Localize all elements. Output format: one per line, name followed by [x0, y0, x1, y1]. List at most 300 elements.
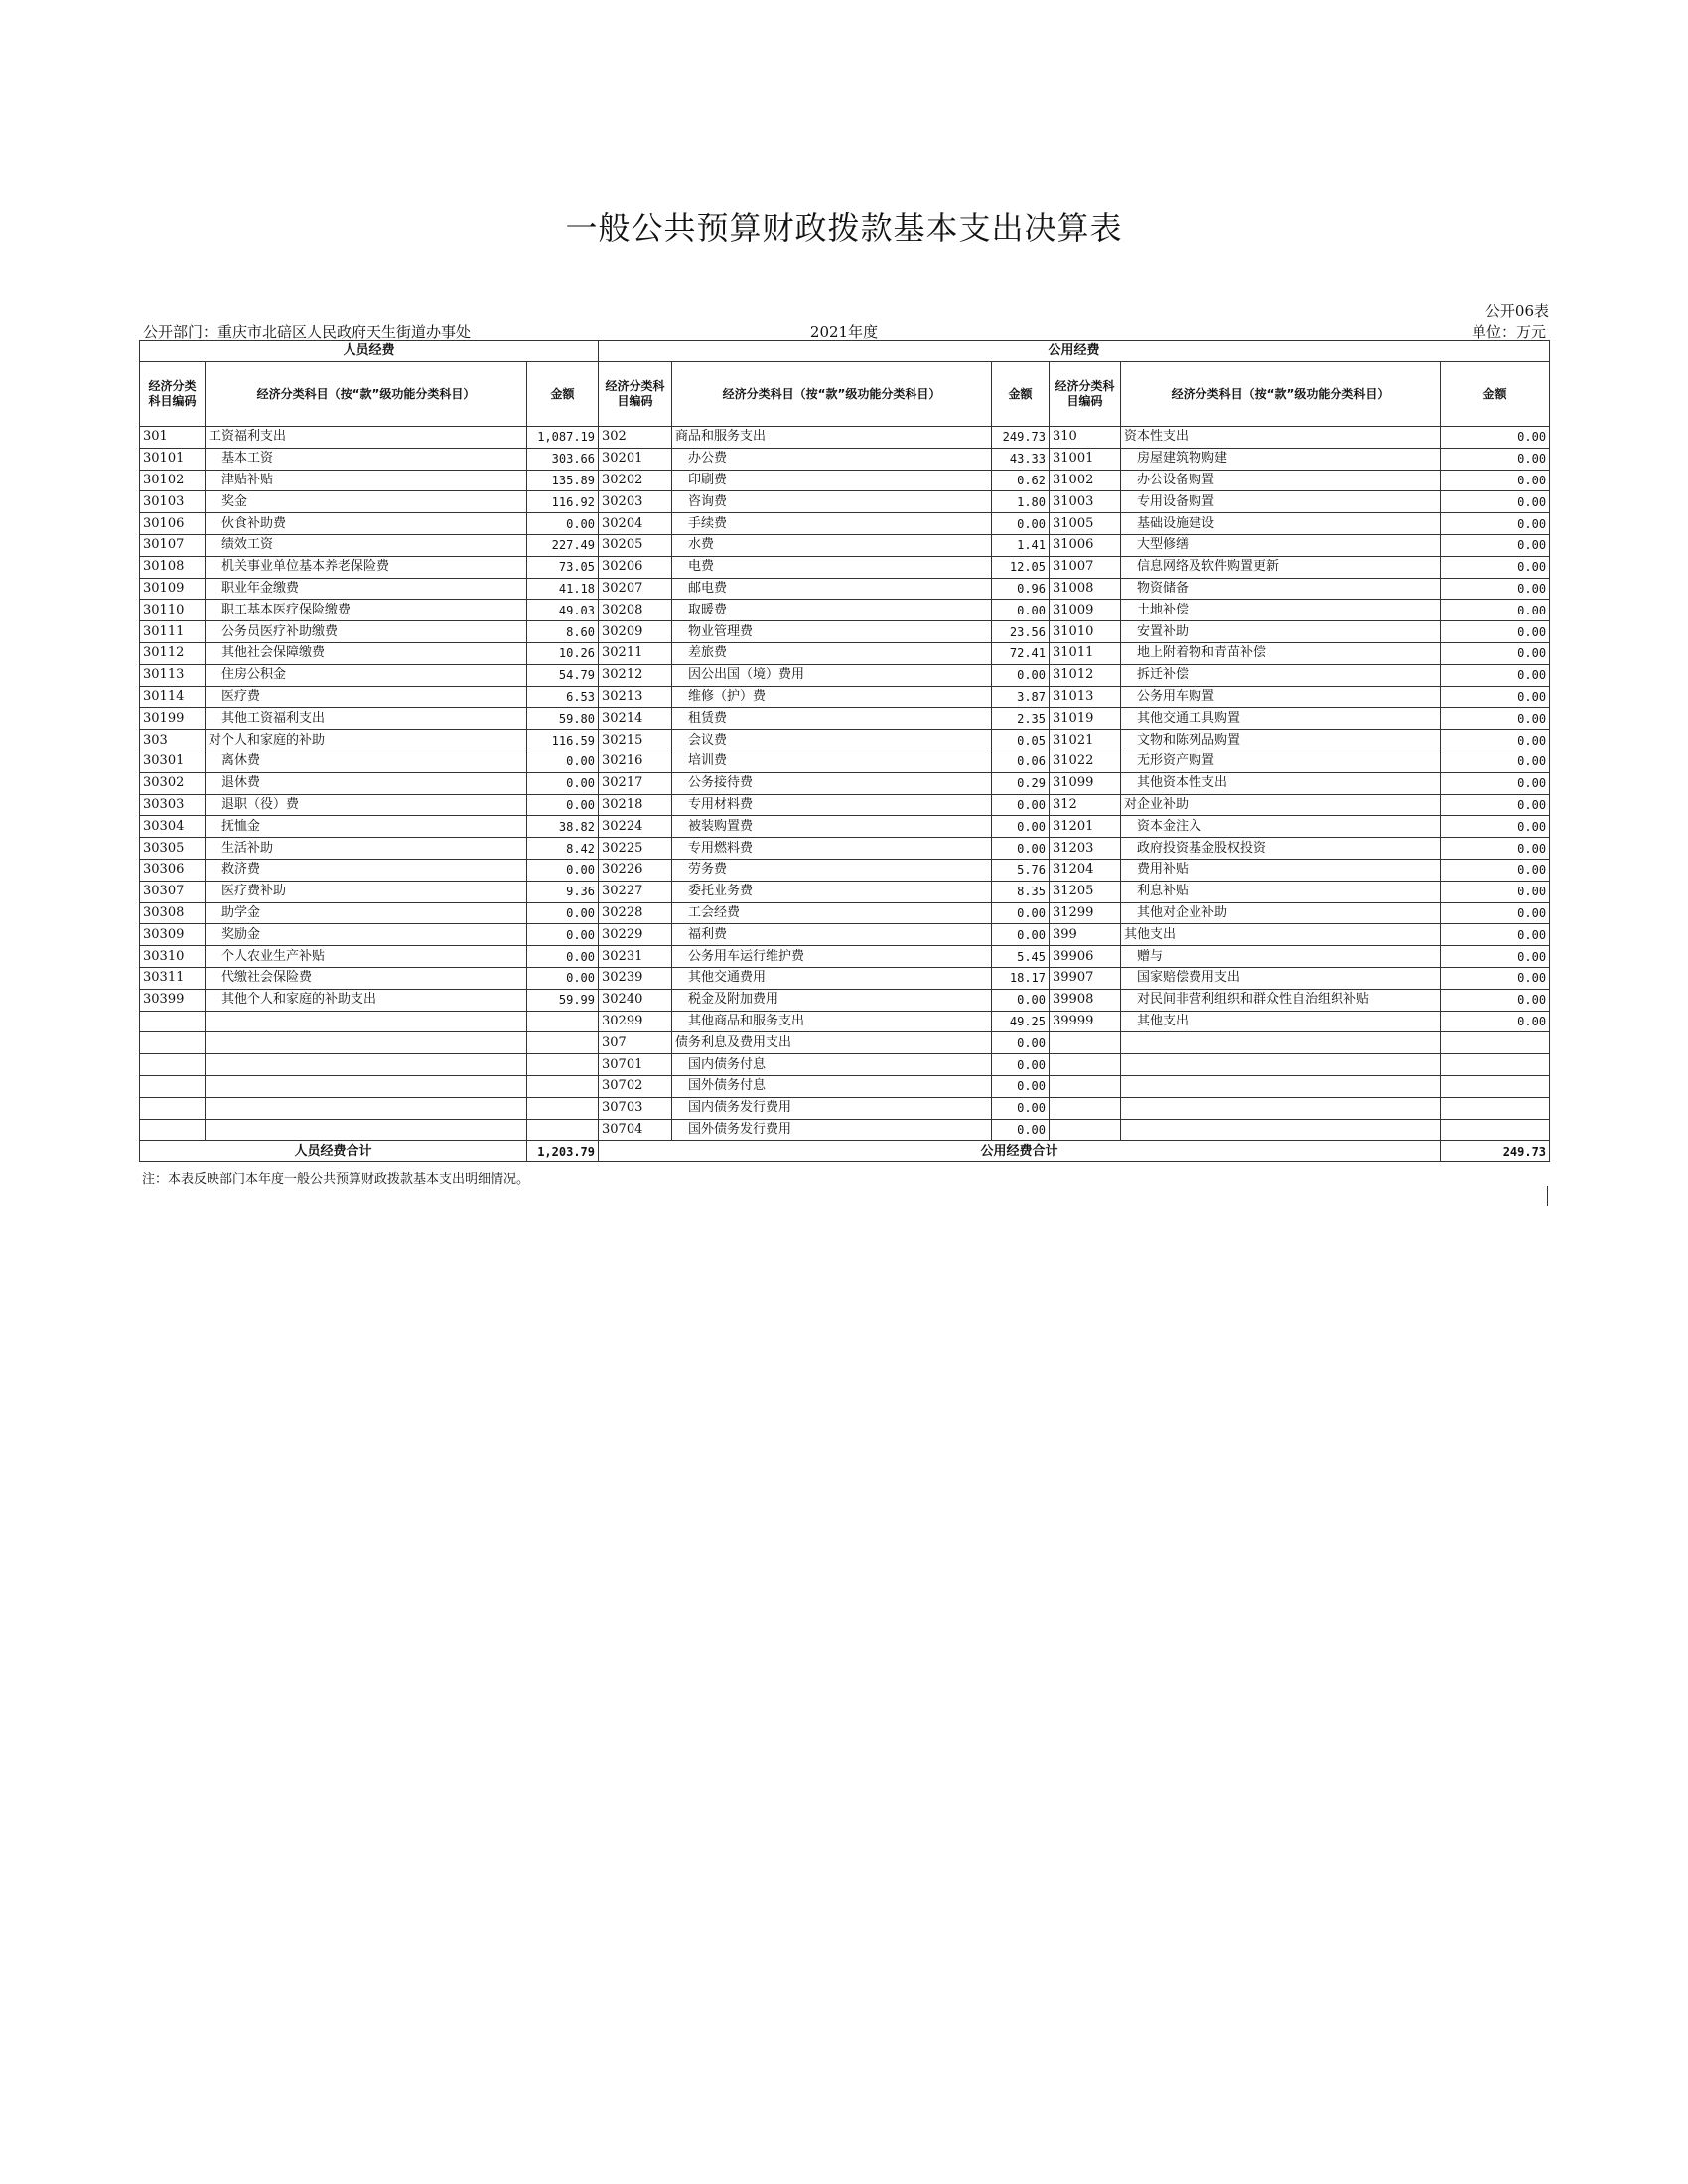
item-name: 对个人和家庭的补助 [206, 730, 527, 751]
item-name: 其他社会保障缴费 [206, 642, 527, 664]
item-amount [527, 1054, 599, 1076]
table-row [140, 600, 1550, 621]
item-code: 30224 [599, 816, 672, 838]
item-name: 医疗费 [206, 686, 527, 708]
item-name: 生活补助 [206, 838, 527, 860]
item-code: 31021 [1050, 730, 1121, 751]
item-code: 30216 [599, 751, 672, 772]
item-name [1121, 1054, 1441, 1076]
item-code: 310 [1050, 427, 1121, 449]
item-name: 专用材料费 [672, 794, 992, 816]
item-amount [1441, 1075, 1550, 1097]
table-body [140, 427, 1550, 1141]
item-code: 30239 [599, 967, 672, 989]
item-name: 其他交通费用 [672, 967, 992, 989]
item-name: 房屋建筑物购建 [1121, 448, 1441, 470]
item-code: 39906 [1050, 946, 1121, 968]
item-name: 培训费 [672, 751, 992, 772]
item-amount: 0.00 [1441, 686, 1550, 708]
item-name: 津贴补贴 [206, 470, 527, 491]
item-name: 对企业补助 [1121, 794, 1441, 816]
item-name: 专用燃料费 [672, 838, 992, 860]
item-code: 30217 [599, 772, 672, 794]
public-header: 公用经费 [599, 341, 1550, 362]
item-amount: 0.00 [992, 664, 1050, 686]
item-code: 30106 [140, 513, 206, 535]
item-name: 其他交通工具购置 [1121, 708, 1441, 730]
item-amount: 0.00 [992, 1054, 1050, 1076]
item-code: 301 [140, 427, 206, 449]
item-amount: 8.35 [992, 881, 1050, 902]
item-name: 费用补贴 [1121, 859, 1441, 881]
item-code: 30228 [599, 902, 672, 924]
item-code: 31205 [1050, 881, 1121, 902]
item-name: 公务用车购置 [1121, 686, 1441, 708]
item-amount: 0.00 [992, 816, 1050, 838]
item-name: 绩效工资 [206, 534, 527, 556]
item-code: 30113 [140, 664, 206, 686]
item-amount: 38.82 [527, 816, 599, 838]
item-code: 31001 [1050, 448, 1121, 470]
item-amount [527, 1011, 599, 1032]
item-amount: 0.00 [992, 794, 1050, 816]
item-amount: 0.00 [992, 513, 1050, 535]
item-amount: 5.76 [992, 859, 1050, 881]
item-name: 电费 [672, 556, 992, 578]
item-name: 对民间非营利组织和群众性自治组织补贴 [1121, 989, 1441, 1011]
item-amount: 49.25 [992, 1011, 1050, 1032]
item-amount: 73.05 [527, 556, 599, 578]
item-code: 30310 [140, 946, 206, 968]
item-amount: 23.56 [992, 621, 1050, 643]
item-name: 委托业务费 [672, 881, 992, 902]
code-header: 经济分类科目编码 [599, 362, 672, 427]
public-total-value: 249.73 [1441, 1141, 1550, 1162]
table-row [140, 556, 1550, 578]
item-amount: 6.53 [527, 686, 599, 708]
table-row [140, 1011, 1550, 1032]
item-code [140, 1054, 206, 1076]
fiscal-year: 2021年度 [809, 323, 879, 341]
item-amount: 0.00 [527, 946, 599, 968]
item-name: 被装购置费 [672, 816, 992, 838]
item-name: 职业年金缴费 [206, 578, 527, 600]
item-code: 302 [599, 427, 672, 449]
item-name [206, 1075, 527, 1097]
item-amount: 0.00 [1441, 491, 1550, 513]
item-amount: 0.00 [1441, 881, 1550, 902]
item-amount: 59.99 [527, 989, 599, 1011]
item-name: 公务员医疗补助缴费 [206, 621, 527, 643]
item-name: 水费 [672, 534, 992, 556]
item-code [140, 1097, 206, 1119]
item-code: 30206 [599, 556, 672, 578]
item-name: 物资储备 [1121, 578, 1441, 600]
item-amount: 0.00 [1441, 621, 1550, 643]
table-row [140, 686, 1550, 708]
item-amount [1441, 1054, 1550, 1076]
table-row [140, 794, 1550, 816]
item-name: 赠与 [1121, 946, 1441, 968]
item-name: 邮电费 [672, 578, 992, 600]
item-code: 30399 [140, 989, 206, 1011]
item-code: 31006 [1050, 534, 1121, 556]
item-code: 30204 [599, 513, 672, 535]
item-amount: 0.00 [992, 989, 1050, 1011]
item-name: 地上附着物和青苗补偿 [1121, 642, 1441, 664]
item-name: 公务接待费 [672, 772, 992, 794]
department-label: 公开部门：重庆市北碚区人民政府天生街道办事处 [143, 323, 472, 341]
personnel-total-value: 1,203.79 [527, 1141, 599, 1162]
table-row [140, 621, 1550, 643]
item-code: 30304 [140, 816, 206, 838]
item-amount: 54.79 [527, 664, 599, 686]
item-amount: 0.05 [992, 730, 1050, 751]
item-amount: 10.26 [527, 642, 599, 664]
item-name: 基础设施建设 [1121, 513, 1441, 535]
item-amount: 0.00 [527, 794, 599, 816]
item-name: 办公设备购置 [1121, 470, 1441, 491]
item-name: 拆迁补偿 [1121, 664, 1441, 686]
item-amount: 0.00 [992, 1097, 1050, 1119]
amount-header: 金额 [992, 362, 1050, 427]
item-name: 商品和服务支出 [672, 427, 992, 449]
item-code: 312 [1050, 794, 1121, 816]
item-name: 租赁费 [672, 708, 992, 730]
item-amount: 0.00 [1441, 534, 1550, 556]
item-code: 307 [599, 1032, 672, 1054]
item-name: 奖金 [206, 491, 527, 513]
item-amount: 0.00 [992, 1075, 1050, 1097]
item-name: 个人农业生产补贴 [206, 946, 527, 968]
item-code: 31022 [1050, 751, 1121, 772]
item-code: 30205 [599, 534, 672, 556]
table-row [140, 751, 1550, 772]
item-amount [1441, 1097, 1550, 1119]
item-amount: 3.87 [992, 686, 1050, 708]
item-name: 职工基本医疗保险缴费 [206, 600, 527, 621]
item-code: 30109 [140, 578, 206, 600]
item-amount: 0.29 [992, 772, 1050, 794]
item-code [140, 1075, 206, 1097]
item-name [206, 1097, 527, 1119]
item-name: 文物和陈列品购置 [1121, 730, 1441, 751]
name-header: 经济分类科目（按“款”级功能分类科目） [672, 362, 992, 427]
item-amount: 227.49 [527, 534, 599, 556]
item-code: 31012 [1050, 664, 1121, 686]
item-amount [1441, 1119, 1550, 1141]
item-name: 差旅费 [672, 642, 992, 664]
item-code: 30231 [599, 946, 672, 968]
item-amount: 0.00 [1441, 470, 1550, 491]
item-name: 奖励金 [206, 924, 527, 946]
item-code: 31299 [1050, 902, 1121, 924]
item-amount: 0.00 [1441, 642, 1550, 664]
item-name: 救济费 [206, 859, 527, 881]
item-code: 31201 [1050, 816, 1121, 838]
personnel-header: 人员经费 [140, 341, 599, 362]
item-code: 30307 [140, 881, 206, 902]
item-amount: 116.59 [527, 730, 599, 751]
item-name [1121, 1032, 1441, 1054]
item-name: 其他对企业补助 [1121, 902, 1441, 924]
item-amount: 0.00 [1441, 730, 1550, 751]
table-row [140, 448, 1550, 470]
meta-row [139, 321, 1549, 341]
item-amount: 0.00 [1441, 664, 1550, 686]
item-amount: 116.92 [527, 491, 599, 513]
item-code: 30209 [599, 621, 672, 643]
code-header: 经济分类科目编码 [1050, 362, 1121, 427]
item-code: 30107 [140, 534, 206, 556]
item-amount: 41.18 [527, 578, 599, 600]
item-code: 30202 [599, 470, 672, 491]
item-code: 30110 [140, 600, 206, 621]
item-amount: 0.00 [992, 1119, 1050, 1141]
item-amount [1441, 1032, 1550, 1054]
item-amount: 2.35 [992, 708, 1050, 730]
item-code: 30102 [140, 470, 206, 491]
item-amount [527, 1119, 599, 1141]
item-amount: 72.41 [992, 642, 1050, 664]
item-amount: 0.00 [1441, 513, 1550, 535]
item-code: 30227 [599, 881, 672, 902]
item-name: 物业管理费 [672, 621, 992, 643]
item-code: 31099 [1050, 772, 1121, 794]
table-row [140, 1054, 1550, 1076]
item-name: 资本性支出 [1121, 427, 1441, 449]
item-name: 离休费 [206, 751, 527, 772]
item-amount: 1,087.19 [527, 427, 599, 449]
table-row [140, 1119, 1550, 1141]
item-amount: 0.00 [1441, 902, 1550, 924]
item-amount: 18.17 [992, 967, 1050, 989]
item-amount: 49.03 [527, 600, 599, 621]
item-amount: 0.00 [527, 967, 599, 989]
item-code: 30303 [140, 794, 206, 816]
item-amount: 0.00 [1441, 600, 1550, 621]
form-code: 公开06表 [1484, 302, 1549, 320]
table-row [140, 513, 1550, 535]
item-code: 30213 [599, 686, 672, 708]
item-code [1050, 1054, 1121, 1076]
item-code: 399 [1050, 924, 1121, 946]
item-amount: 0.96 [992, 578, 1050, 600]
item-code: 30229 [599, 924, 672, 946]
item-name: 退职（役）费 [206, 794, 527, 816]
item-amount: 0.00 [992, 838, 1050, 860]
item-amount: 59.80 [527, 708, 599, 730]
item-amount: 0.00 [992, 902, 1050, 924]
item-amount: 1.41 [992, 534, 1050, 556]
name-header: 经济分类科目（按“款”级功能分类科目） [206, 362, 527, 427]
item-code: 31204 [1050, 859, 1121, 881]
item-name: 工会经费 [672, 902, 992, 924]
item-name: 福利费 [672, 924, 992, 946]
item-name: 政府投资基金股权投资 [1121, 838, 1441, 860]
item-amount [527, 1032, 599, 1054]
item-code: 30702 [599, 1075, 672, 1097]
item-code: 30306 [140, 859, 206, 881]
item-code: 30101 [140, 448, 206, 470]
item-amount: 0.00 [527, 924, 599, 946]
item-name: 抚恤金 [206, 816, 527, 838]
totals-row [140, 1141, 1550, 1162]
item-code [140, 1032, 206, 1054]
item-amount: 0.00 [992, 600, 1050, 621]
unit-label: 单位：万元 [1471, 323, 1546, 341]
item-name [1121, 1075, 1441, 1097]
item-amount: 0.00 [1441, 772, 1550, 794]
item-name: 其他支出 [1121, 1011, 1441, 1032]
item-amount: 0.00 [1441, 427, 1550, 449]
item-code: 31011 [1050, 642, 1121, 664]
table-row [140, 967, 1550, 989]
item-amount: 9.36 [527, 881, 599, 902]
item-code: 31005 [1050, 513, 1121, 535]
item-name: 工资福利支出 [206, 427, 527, 449]
item-code: 30114 [140, 686, 206, 708]
item-code: 31008 [1050, 578, 1121, 600]
item-amount: 12.05 [992, 556, 1050, 578]
item-name: 维修（护）费 [672, 686, 992, 708]
item-name: 资本金注入 [1121, 816, 1441, 838]
amount-header: 金额 [1441, 362, 1550, 427]
table-row [140, 838, 1550, 860]
table-row [140, 534, 1550, 556]
item-amount: 0.00 [1441, 448, 1550, 470]
table-row [140, 427, 1550, 449]
item-name: 咨询费 [672, 491, 992, 513]
table-row [140, 902, 1550, 924]
item-name [1121, 1097, 1441, 1119]
item-amount: 0.62 [992, 470, 1050, 491]
item-code: 30701 [599, 1054, 672, 1076]
item-amount: 43.33 [992, 448, 1050, 470]
item-name: 无形资产购置 [1121, 751, 1441, 772]
item-code: 30211 [599, 642, 672, 664]
item-amount: 0.00 [1441, 556, 1550, 578]
item-name: 基本工资 [206, 448, 527, 470]
item-code: 30208 [599, 600, 672, 621]
item-code: 30112 [140, 642, 206, 664]
item-name [206, 1119, 527, 1141]
item-name: 取暖费 [672, 600, 992, 621]
item-code: 31010 [1050, 621, 1121, 643]
item-amount: 0.00 [1441, 751, 1550, 772]
item-code [1050, 1097, 1121, 1119]
item-amount: 0.00 [1441, 794, 1550, 816]
table-row [140, 859, 1550, 881]
table-row [140, 1032, 1550, 1054]
item-code [1050, 1075, 1121, 1097]
item-name: 因公出国（境）费用 [672, 664, 992, 686]
item-name: 其他个人和家庭的补助支出 [206, 989, 527, 1011]
item-code: 30199 [140, 708, 206, 730]
item-code: 30214 [599, 708, 672, 730]
item-code [140, 1011, 206, 1032]
item-name [1121, 1119, 1441, 1141]
item-code: 30305 [140, 838, 206, 860]
item-amount: 0.00 [1441, 859, 1550, 881]
table-row [140, 491, 1550, 513]
table-row [140, 989, 1550, 1011]
item-code [1050, 1032, 1121, 1054]
item-name: 代缴社会保险费 [206, 967, 527, 989]
item-name: 大型修缮 [1121, 534, 1441, 556]
table-row [140, 664, 1550, 686]
item-name: 劳务费 [672, 859, 992, 881]
item-code: 30308 [140, 902, 206, 924]
item-name: 其他资本性支出 [1121, 772, 1441, 794]
item-amount: 0.00 [527, 772, 599, 794]
table-row [140, 470, 1550, 491]
item-code: 30215 [599, 730, 672, 751]
item-amount: 5.45 [992, 946, 1050, 968]
item-name: 助学金 [206, 902, 527, 924]
item-name: 会议费 [672, 730, 992, 751]
table-row [140, 924, 1550, 946]
item-amount: 0.00 [527, 751, 599, 772]
table-row [140, 730, 1550, 751]
item-amount: 0.00 [1441, 578, 1550, 600]
item-code: 30207 [599, 578, 672, 600]
item-amount: 0.00 [1441, 708, 1550, 730]
item-amount: 249.73 [992, 427, 1050, 449]
item-amount: 0.00 [527, 859, 599, 881]
item-amount: 0.00 [1441, 816, 1550, 838]
item-name [206, 1032, 527, 1054]
item-name: 机关事业单位基本养老保险费 [206, 556, 527, 578]
item-name [206, 1011, 527, 1032]
code-header: 经济分类科目编码 [140, 362, 206, 427]
table-row [140, 642, 1550, 664]
item-name: 国外债务发行费用 [672, 1119, 992, 1141]
item-name: 退休费 [206, 772, 527, 794]
page-title: 一般公共预算财政拨款基本支出决算表 [565, 209, 1123, 247]
item-name: 国内债务付息 [672, 1054, 992, 1076]
expenditure-table [139, 340, 1550, 1162]
item-name: 专用设备购置 [1121, 491, 1441, 513]
amount-header: 金额 [527, 362, 599, 427]
item-code: 30704 [599, 1119, 672, 1141]
item-code: 303 [140, 730, 206, 751]
item-code: 31203 [1050, 838, 1121, 860]
item-code: 31007 [1050, 556, 1121, 578]
item-name: 土地补偿 [1121, 600, 1441, 621]
name-header: 经济分类科目（按“款”级功能分类科目） [1121, 362, 1441, 427]
item-code: 39907 [1050, 967, 1121, 989]
item-amount: 135.89 [527, 470, 599, 491]
footnote: 注：本表反映部门本年度一般公共预算财政拨款基本支出明细情况。 [142, 1172, 530, 1187]
item-amount: 0.00 [992, 924, 1050, 946]
item-name: 国内债务发行费用 [672, 1097, 992, 1119]
item-name: 利息补贴 [1121, 881, 1441, 902]
item-code: 30203 [599, 491, 672, 513]
item-amount: 0.00 [1441, 946, 1550, 968]
item-code: 30212 [599, 664, 672, 686]
item-code: 30240 [599, 989, 672, 1011]
item-code: 31013 [1050, 686, 1121, 708]
table-row [140, 578, 1550, 600]
table-row [140, 1075, 1550, 1097]
item-code: 30703 [599, 1097, 672, 1119]
item-code: 30201 [599, 448, 672, 470]
item-code [140, 1119, 206, 1141]
item-code: 30311 [140, 967, 206, 989]
item-amount: 0.00 [527, 902, 599, 924]
item-code: 30225 [599, 838, 672, 860]
